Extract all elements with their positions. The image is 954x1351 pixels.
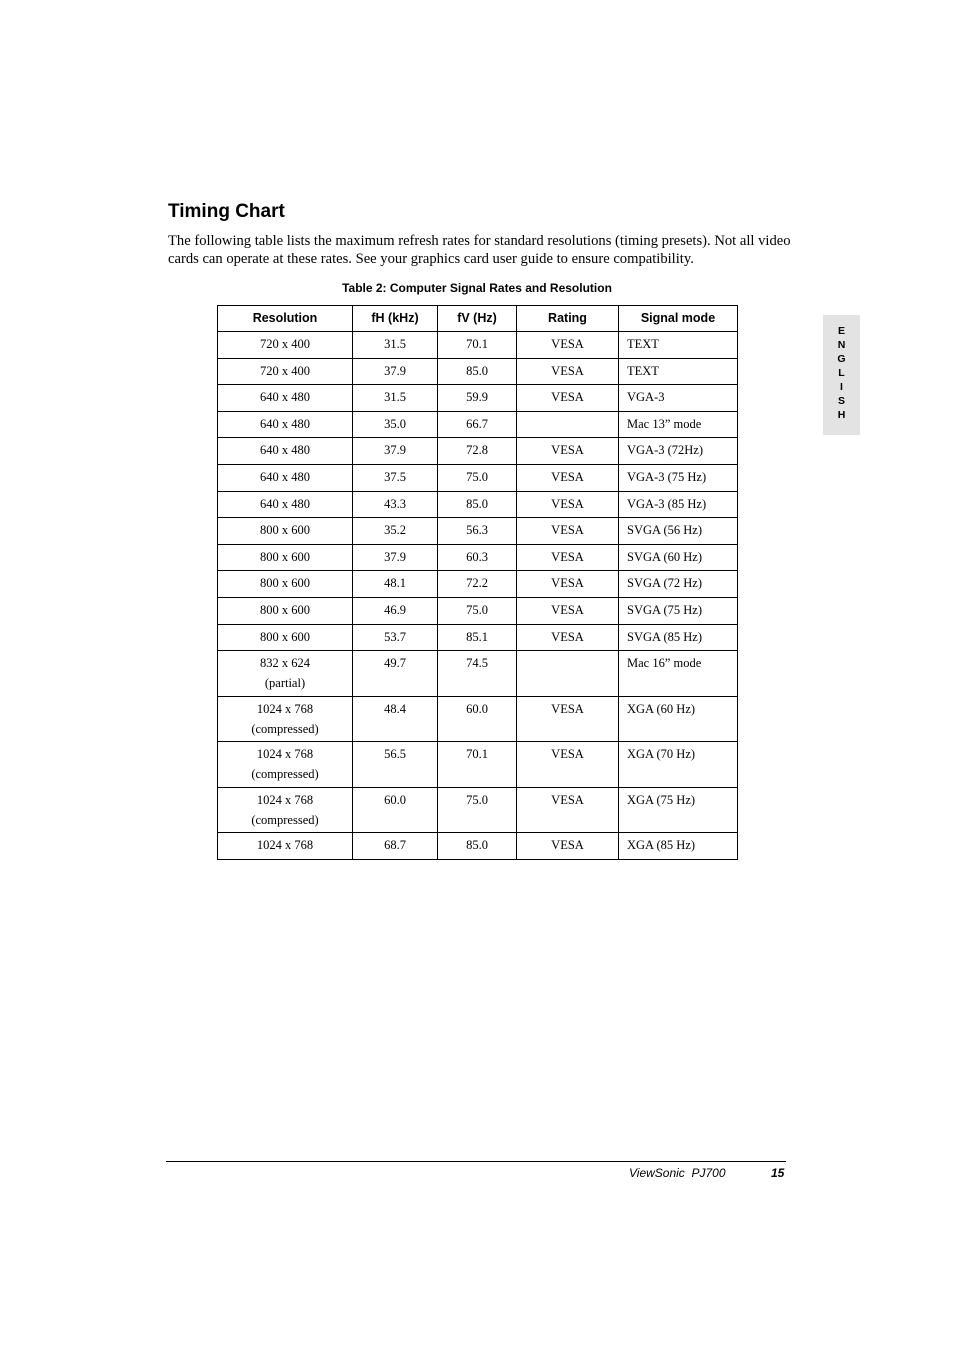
cell-rating xyxy=(517,411,619,438)
cell-fh: 37.9 xyxy=(353,358,438,385)
cell-resolution xyxy=(218,742,353,788)
table-row xyxy=(218,438,738,465)
language-tab-letter: N xyxy=(837,339,846,351)
table-row xyxy=(218,597,738,624)
cell-fv: 60.3 xyxy=(438,544,517,571)
cell-signal-mode: XGA (85 Hz) xyxy=(619,833,738,860)
footer-divider xyxy=(166,1161,786,1162)
table-row xyxy=(218,651,738,697)
cell-signal-mode: TEXT xyxy=(619,358,738,385)
cell-fh: 35.0 xyxy=(353,411,438,438)
cell-fh: 49.7 xyxy=(353,651,438,697)
table-row xyxy=(218,742,738,788)
cell-resolution xyxy=(218,833,353,860)
cell-resolution xyxy=(218,491,353,518)
cell-rating: VESA xyxy=(517,571,619,598)
cell-rating: VESA xyxy=(517,332,619,359)
cell-resolution xyxy=(218,597,353,624)
cell-signal-mode: SVGA (60 Hz) xyxy=(619,544,738,571)
cell-resolution xyxy=(218,651,353,697)
cell-fv: 70.1 xyxy=(438,332,517,359)
resolution-value: 800 x 600 xyxy=(260,629,310,644)
cell-fv: 75.0 xyxy=(438,597,517,624)
table-row xyxy=(218,544,738,571)
cell-fv: 72.2 xyxy=(438,571,517,598)
header-rating: Rating xyxy=(517,306,619,332)
table-row xyxy=(218,518,738,545)
resolution-value: 640 x 480 xyxy=(260,416,310,431)
table-row xyxy=(218,385,738,412)
cell-fv: 56.3 xyxy=(438,518,517,545)
cell-rating: VESA xyxy=(517,742,619,788)
language-tab-letter: L xyxy=(838,367,845,379)
cell-signal-mode: VGA-3 (72Hz) xyxy=(619,438,738,465)
intro-paragraph: The following table lists the maximum refresh rates for standard resolutions (timing presets). Not all video cards can operate at these rates. See your graphics card user guide to ensure compatibility. xyxy=(168,233,791,267)
cell-resolution xyxy=(218,358,353,385)
cell-rating: VESA xyxy=(517,518,619,545)
cell-fv: 66.7 xyxy=(438,411,517,438)
table-body xyxy=(218,332,738,860)
cell-fh: 31.5 xyxy=(353,385,438,412)
cell-resolution xyxy=(218,696,353,742)
header-fh: fH (kHz) xyxy=(353,306,438,332)
cell-rating: VESA xyxy=(517,358,619,385)
cell-rating: VESA xyxy=(517,385,619,412)
table-row xyxy=(218,491,738,518)
resolution-value: 800 x 600 xyxy=(260,549,310,564)
cell-fv: 60.0 xyxy=(438,696,517,742)
table-caption: Table 2: Computer Signal Rates and Resolution xyxy=(342,281,612,295)
cell-signal-mode: Mac 13” mode xyxy=(619,411,738,438)
resolution-value: 832 x 624 xyxy=(260,656,310,671)
cell-fh: 48.4 xyxy=(353,696,438,742)
cell-fv: 70.1 xyxy=(438,742,517,788)
table-row xyxy=(218,411,738,438)
resolution-value: 640 x 480 xyxy=(260,443,310,458)
cell-rating: VESA xyxy=(517,787,619,833)
language-tab-letter: G xyxy=(837,353,846,365)
cell-rating: VESA xyxy=(517,833,619,860)
table-row xyxy=(218,624,738,651)
cell-signal-mode: SVGA (56 Hz) xyxy=(619,518,738,545)
cell-fh: 53.7 xyxy=(353,624,438,651)
cell-rating: VESA xyxy=(517,624,619,651)
cell-rating: VESA xyxy=(517,544,619,571)
resolution-note: (compressed) xyxy=(251,812,319,827)
cell-signal-mode: TEXT xyxy=(619,332,738,359)
cell-resolution xyxy=(218,332,353,359)
language-tab xyxy=(823,315,860,435)
cell-signal-mode: XGA (70 Hz) xyxy=(619,742,738,788)
cell-fv: 72.8 xyxy=(438,438,517,465)
table-row xyxy=(218,833,738,860)
cell-resolution xyxy=(218,438,353,465)
cell-resolution xyxy=(218,624,353,651)
resolution-value: 800 x 600 xyxy=(260,602,310,617)
cell-resolution xyxy=(218,385,353,412)
resolution-value: 1024 x 768 xyxy=(256,701,314,716)
cell-rating: VESA xyxy=(517,597,619,624)
cell-fh: 68.7 xyxy=(353,833,438,860)
cell-resolution xyxy=(218,518,353,545)
page-heading: Timing Chart xyxy=(168,201,285,222)
cell-fh: 31.5 xyxy=(353,332,438,359)
cell-signal-mode: VGA-3 xyxy=(619,385,738,412)
table-row xyxy=(218,332,738,359)
cell-fh: 37.9 xyxy=(353,438,438,465)
table-header-row xyxy=(218,306,738,332)
cell-signal-mode: XGA (75 Hz) xyxy=(619,787,738,833)
resolution-note: (compressed) xyxy=(251,767,319,782)
cell-resolution xyxy=(218,571,353,598)
header-signal-mode: Signal mode xyxy=(619,306,738,332)
language-tab-letter: H xyxy=(837,409,846,421)
cell-resolution xyxy=(218,411,353,438)
table-row xyxy=(218,787,738,833)
resolution-value: 640 x 480 xyxy=(260,469,310,484)
resolution-value: 800 x 600 xyxy=(260,523,310,538)
resolution-value: 1024 x 768 xyxy=(256,792,314,807)
table-row xyxy=(218,696,738,742)
language-tab-letter: E xyxy=(837,325,845,337)
cell-rating: VESA xyxy=(517,464,619,491)
timing-table xyxy=(217,305,738,860)
resolution-value: 1024 x 768 xyxy=(256,838,314,853)
cell-fv: 59.9 xyxy=(438,385,517,412)
cell-fv: 85.1 xyxy=(438,624,517,651)
cell-signal-mode: VGA-3 (75 Hz) xyxy=(619,464,738,491)
resolution-value: 720 x 400 xyxy=(260,363,310,378)
resolution-value: 720 x 400 xyxy=(260,337,310,351)
cell-fh: 60.0 xyxy=(353,787,438,833)
cell-fh: 48.1 xyxy=(353,571,438,598)
cell-fv: 75.0 xyxy=(438,464,517,491)
cell-signal-mode: VGA-3 (85 Hz) xyxy=(619,491,738,518)
cell-signal-mode: SVGA (85 Hz) xyxy=(619,624,738,651)
footer-brand: ViewSonic PJ700 xyxy=(629,1166,726,1180)
table-row xyxy=(218,571,738,598)
cell-fv: 85.0 xyxy=(438,833,517,860)
resolution-value: 640 x 480 xyxy=(260,390,310,405)
table-row xyxy=(218,464,738,491)
cell-signal-mode: SVGA (75 Hz) xyxy=(619,597,738,624)
header-fv: fV (Hz) xyxy=(438,306,517,332)
cell-rating: VESA xyxy=(517,491,619,518)
cell-fv: 85.0 xyxy=(438,358,517,385)
cell-fv: 74.5 xyxy=(438,651,517,697)
resolution-note: (compressed) xyxy=(251,721,319,736)
cell-rating xyxy=(517,651,619,697)
cell-signal-mode: Mac 16” mode xyxy=(619,651,738,697)
footer-page-number: 15 xyxy=(771,1166,785,1180)
cell-signal-mode: XGA (60 Hz) xyxy=(619,696,738,742)
cell-resolution xyxy=(218,464,353,491)
cell-signal-mode: SVGA (72 Hz) xyxy=(619,571,738,598)
header-resolution: Resolution xyxy=(218,306,353,332)
resolution-value: 640 x 480 xyxy=(260,496,310,511)
cell-fh: 35.2 xyxy=(353,518,438,545)
table-row xyxy=(218,358,738,385)
cell-resolution xyxy=(218,544,353,571)
cell-fv: 85.0 xyxy=(438,491,517,518)
cell-resolution xyxy=(218,787,353,833)
cell-rating: VESA xyxy=(517,438,619,465)
cell-fh: 43.3 xyxy=(353,491,438,518)
resolution-value: 800 x 600 xyxy=(260,576,310,591)
cell-rating: VESA xyxy=(517,696,619,742)
resolution-value: 1024 x 768 xyxy=(256,747,314,762)
language-tab-letter: I xyxy=(840,381,843,393)
cell-fh: 37.5 xyxy=(353,464,438,491)
cell-fh: 56.5 xyxy=(353,742,438,788)
cell-fv: 75.0 xyxy=(438,787,517,833)
cell-fh: 46.9 xyxy=(353,597,438,624)
language-tab-letter: S xyxy=(837,395,845,407)
cell-fh: 37.9 xyxy=(353,544,438,571)
resolution-note: (partial) xyxy=(264,676,306,691)
